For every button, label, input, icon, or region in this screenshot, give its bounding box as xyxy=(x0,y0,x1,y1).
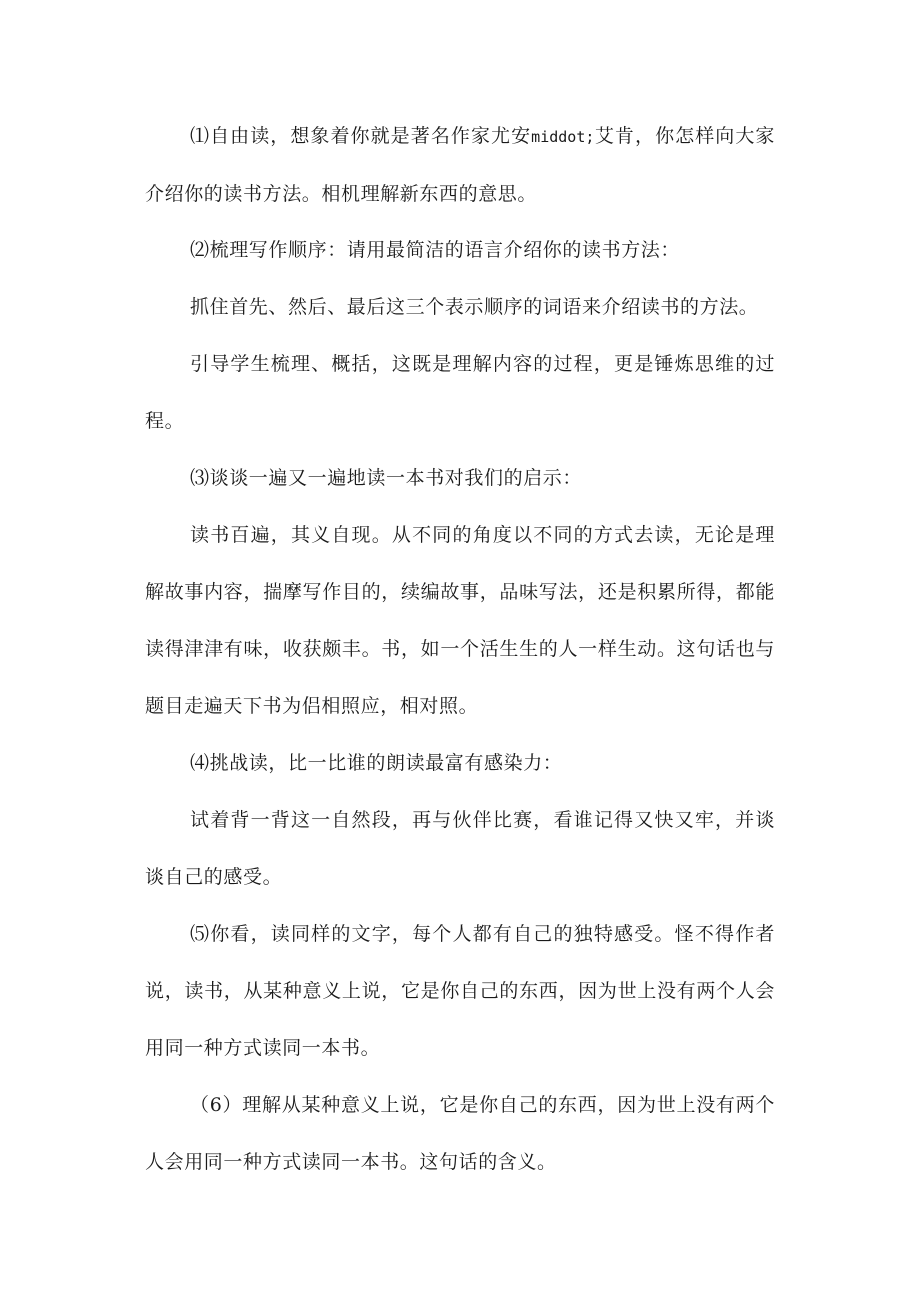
paragraph-1 xyxy=(145,108,775,223)
paragraph-7: ⑷挑战读，比一比谁的朗读最富有感染力： xyxy=(190,752,563,774)
paragraph-1-text: ⑴自由读，想象着你就是著名作家尤安 xyxy=(190,125,532,147)
paragraph-10: （6）理解从某种意义上说，它是你自己的东西，因为世上没有两个人会用同一种方式读同一本书。这句话的含义。 xyxy=(145,1094,775,1173)
paragraph-8: 试着背一背这一自然段，再与伙伴比赛，看谁记得又快又牢，并谈谈自己的感受。 xyxy=(145,809,775,888)
paragraph-3: 抓住首先、然后、最后这三个表示顺序的词语来介绍读书的方法。 xyxy=(190,296,759,318)
paragraph-4: 引导学生梳理、概括，这既是理解内容的过程，更是锤炼思维的过程。 xyxy=(145,353,775,432)
paragraph-2: ⑵梳理写作顺序：请用最简洁的语言介绍你的读书方法： xyxy=(190,239,681,261)
paragraph-6: 读书百遍，其义自现。从不同的角度以不同的方式去读，无论是理解故事内容，揣摩写作目的，续编故事，品味写法，还是积累所得，都能读得津津有味，收获颇丰。书，如一个活生生的人一样生动。这句话也与题目走遍天下书为侣相照应，相对照。 xyxy=(145,524,775,717)
paragraph-9: ⑸你看，读同样的文字，每个人都有自己的独特感受。怪不得作者说，读书，从某种意义上说，它是你自己的东西，因为世上没有两个人会用同一种方式读同一本书。 xyxy=(145,923,775,1059)
paragraph-5: ⑶谈谈一遍又一遍地读一本书对我们的启示： xyxy=(190,467,583,489)
paragraph-1-text-end: 艾肯，你怎样向大家介绍你的读书方法。相机理解新东西的意思。 xyxy=(145,125,776,205)
paragraph-1-code: middot; xyxy=(531,128,595,146)
